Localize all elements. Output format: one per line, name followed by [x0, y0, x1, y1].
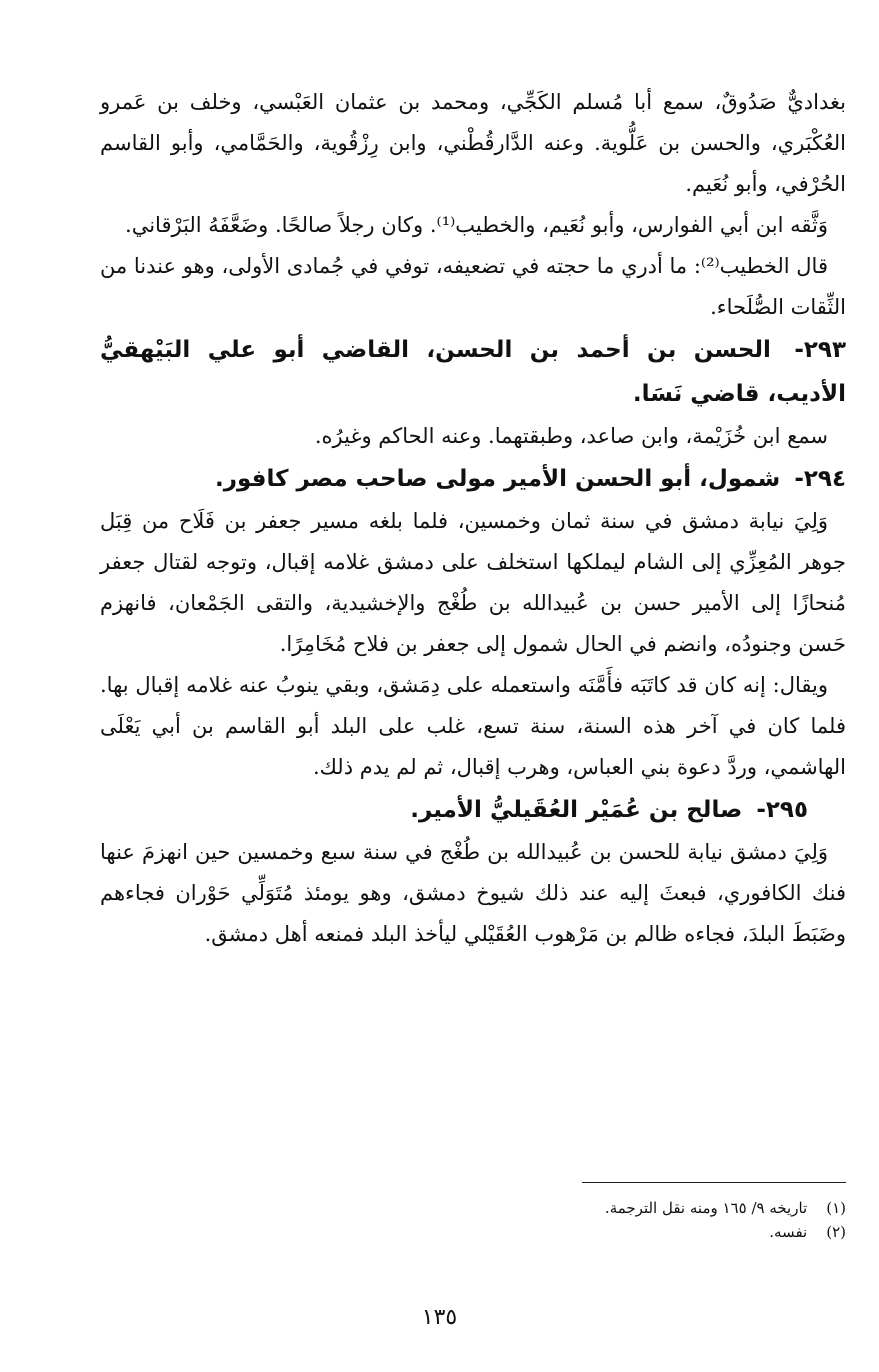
paragraph-1: بغداديٌّ صَدُوقٌ، سمع أبا مُسلم الكَجِّي، ومحمد بن عثمان العَبْسي، وخلف بن عَمرو العُكْبَري، والحسن بن عَلُّوية. وعنه الدَّارقُطْني، وابن رِزْقُوية، والحَمَّامي، وأبو القاسم الحُرْفي، وأبو نُعَيم. — [100, 90, 846, 196]
page-body — [100, 82, 846, 955]
footnote-text: نفسه. — [769, 1223, 808, 1241]
entry-number-293: ٢٩٣- — [794, 337, 847, 363]
entry-heading-293 — [100, 328, 846, 416]
paragraph-5: وَلِيَ نيابة دمشق في سنة ثمان وخمسين، فلما بلغه مسير جعفر بن فَلَاح من قِبَل جوهر المُعِزِّي إلى الشام ليملكها استخلف على دمشق غلامه إقبال، وتوجه لقتال جعفر مُنحازًا إلى الأمير حسن بن عُبيدالله بن طُغْج والإخشيدية، والتقى الجَمْعان، فانهزم حَسن وجنودُه، وانضم في الحال شمول إلى جعفر بن فلاح مُخَامِرًا. — [100, 509, 846, 656]
entry-number-295: ٢٩٥- — [756, 797, 808, 823]
footnote-2 — [100, 1220, 846, 1244]
page-number: ١٣٥ — [421, 1305, 458, 1330]
paragraph-4: سمع ابن خُزَيْمة، وابن صاعد، وطبقتهما. وعنه الحاكم وغيرُه. — [314, 424, 828, 448]
entry-title-295: صالح بن عُمَيْر العُقَيليُّ الأمير. — [410, 797, 743, 823]
paragraph-6: ويقال: إنه كان قد كاتَبَه فأَمَّنَه واستعمله على دِمَشق، وبقي ينوبُ عنه غلامه إقبال بها. فلما كان في آخر هذه السنة، سنة تسع، غلب على البلد أبو القاسم بن أبي يَعْلَى الهاشمي، وردَّ دعوة بني العباس، وهرب إقبال، ثم لم يدم ذلك. — [100, 673, 846, 779]
paragraph-7: وَلِيَ دمشق نيابة للحسن بن عُبيدالله بن طُغْج في سنة سبع وخمسين حين انهزمَ عنها فنك الكافوري، فبعثَ إليه عند ذلك شيوخ دمشق، وهو يومئذ مُتَوَلِّي حَوْران فجاءهم وضَبَطَ البلدَ، فجاءه ظالم بن مَرْهوب العُقَيْلي ليأخذ البلد فمنعه أهل دمشق. — [100, 840, 846, 946]
entry-title-294: شمول، أبو الحسن الأمير مولى صاحب مصر كافور. — [214, 466, 781, 492]
footnote-mark: (١) — [826, 1199, 846, 1217]
footnote-divider — [582, 1182, 846, 1183]
footnote-1 — [100, 1196, 846, 1220]
footnote-text: تاريخه ٩/ ١٦٥ ومنه نقل الترجمة. — [604, 1199, 808, 1217]
entry-title-293: الحسن بن أحمد بن الحسن، القاضي أبو علي البَيْهقيُّ الأديب، قاضي نَسَا. — [100, 337, 846, 407]
paragraph-2: وَثَّقه ابن أبي الفوارس، وأبو نُعَيم، والخطيب⁽¹⁾. وكان رجلاً صالحًا. وضَعَّفَهُ البَرْقاني. — [125, 213, 828, 237]
footnote-mark: (٢) — [826, 1223, 846, 1241]
entry-heading-295 — [100, 788, 846, 832]
entry-number-294: ٢٩٤- — [794, 466, 846, 492]
entry-heading-294 — [100, 457, 846, 501]
footnote-list — [100, 1196, 846, 1244]
paragraph-3: قال الخطيب⁽²⁾: ما أدري ما حجته في تضعيفه، توفي في جُمادى الأولى، وهو عندنا من الثِّقات الصُّلَحاء. — [99, 254, 846, 319]
